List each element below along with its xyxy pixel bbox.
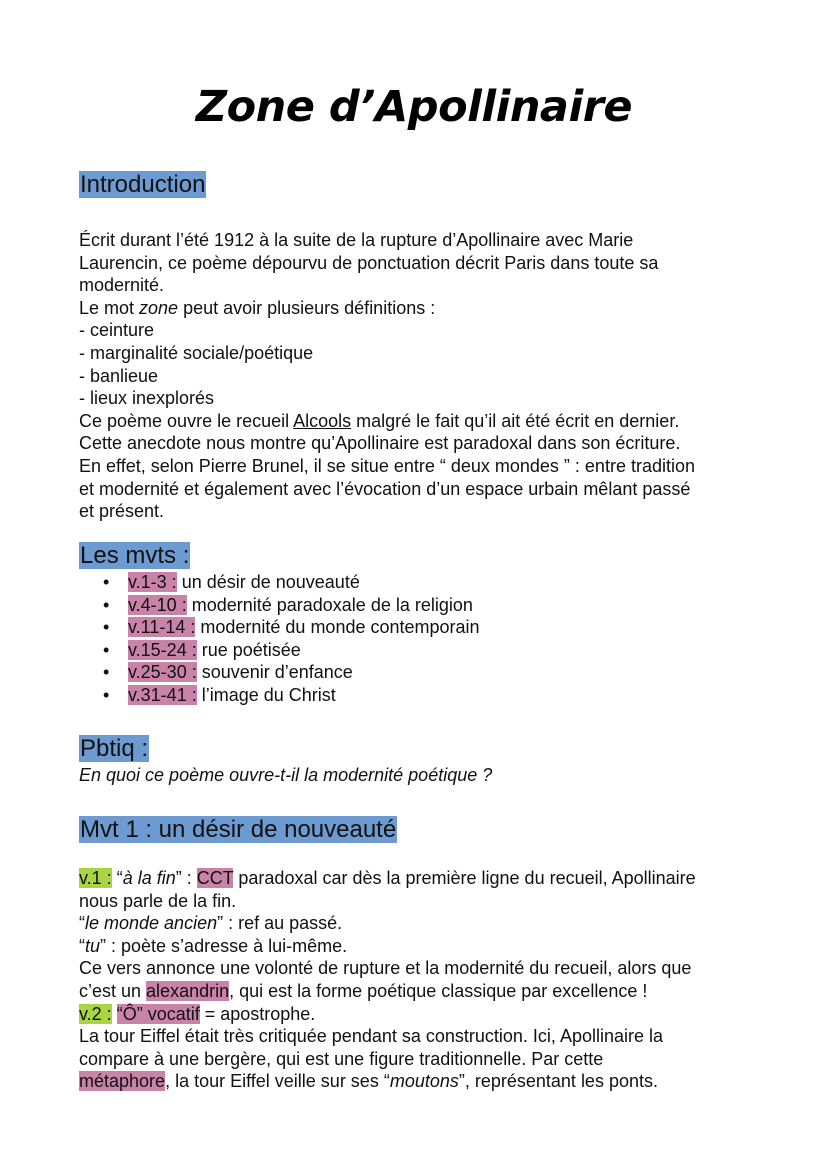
mvt-description: modernité paradoxale de la religion: [186, 594, 473, 615]
mvt1-body: [79, 867, 799, 1093]
mvt-description: rue poétisée: [196, 639, 301, 660]
bullet: •: [103, 617, 110, 638]
term-alexandrin: alexandrin: [146, 980, 230, 1001]
quote-a-la-fin: à la fin: [122, 868, 176, 888]
verse-label-v2: v.2 :: [79, 1003, 112, 1024]
mvt1-heading: [79, 815, 397, 845]
v1-line2: nous parle de la fin.: [79, 890, 237, 911]
list-item: [79, 571, 480, 594]
tu-line: [79, 935, 799, 958]
bullet: •: [103, 639, 110, 660]
rupture-suffix: , qui est la forme poétique classique par excellence !: [229, 980, 648, 1001]
pbtiq-heading-text: Pbtiq :: [80, 735, 149, 762]
metaphore-rest-pre: , la tour Eiffel veille sur ses “: [165, 1071, 390, 1092]
list-item: [79, 639, 480, 662]
page-title: Zone d’Apollinaire: [195, 82, 633, 132]
quote-close: ” :: [175, 868, 197, 888]
bullet: •: [103, 594, 110, 615]
rupture-line: Ce vers annonce une volonté de rupture et la modernité du recueil, alors que: [79, 958, 692, 979]
zone-word: zone: [139, 297, 179, 318]
v1-rest: paradoxal car dès la première ligne du recueil, Apollinaire: [233, 868, 696, 888]
rupture-prefix: c’est un: [79, 980, 147, 1001]
alcools-suffix: malgré le fait qu’il ait été écrit en dernier.: [351, 410, 680, 431]
v2-rest: = apostrophe.: [199, 1003, 316, 1024]
monde-ancien-line: [79, 912, 799, 935]
v2-line: [79, 1003, 799, 1026]
intro-line: Laurencin, ce poème dépourvu de ponctuation décrit Paris dans toute sa: [79, 252, 659, 273]
definition-item: - marginalité sociale/poétique: [79, 342, 314, 363]
mvt-description: modernité du monde contemporain: [195, 617, 480, 638]
alexandrin-line: [79, 980, 799, 1003]
introduction-heading-text: Introduction: [80, 171, 206, 198]
list-item: [79, 616, 480, 639]
zone-suffix: peut avoir plusieurs définitions :: [178, 297, 436, 318]
definition-item: - lieux inexplorés: [79, 388, 215, 409]
metaphore-line: [79, 1070, 799, 1093]
mvts-heading: [79, 541, 190, 571]
verse-ref: v.1-3 :: [128, 572, 177, 592]
mvt-description: souvenir d’enfance: [196, 662, 353, 683]
metaphore-rest-post: ”, représentant les ponts.: [458, 1071, 658, 1092]
quote-open: “: [79, 913, 85, 934]
quote-tu: tu: [85, 935, 101, 956]
zone-prefix: Le mot: [79, 297, 140, 318]
mvt-description: l’image du Christ: [196, 684, 336, 705]
quote-open: “: [111, 868, 123, 888]
bullet: •: [103, 662, 110, 683]
intro-closing-line: et modernité et également avec l’évocation d’un espace urbain mêlant passé: [79, 478, 691, 499]
introduction-heading: [79, 170, 206, 200]
mvt-description: un désir de nouveauté: [176, 572, 360, 592]
intro-closing-line: En effet, selon Pierre Brunel, il se situe entre “ deux mondes ” : entre tradition: [79, 455, 695, 476]
verse-ref: v.11-14 :: [128, 617, 196, 638]
verse-ref: v.31-41 :: [128, 684, 197, 705]
zone-definition-line: [79, 297, 779, 320]
verse-ref: v.4-10 :: [128, 594, 187, 615]
intro-closing-line: Cette anecdote nous montre qu’Apollinaire est paradoxal dans son écriture.: [79, 433, 681, 454]
tu-rest: ” : poète s’adresse à lui-même.: [100, 935, 348, 956]
list-item: [79, 661, 480, 684]
alcools-prefix: Ce poème ouvre le recueil: [79, 410, 294, 431]
intro-closing-line: et présent.: [79, 501, 165, 522]
quote-moutons: moutons: [389, 1071, 459, 1092]
verse-ref: v.15-24 :: [128, 639, 197, 660]
definition-item: - ceinture: [79, 320, 155, 341]
bullet: •: [103, 684, 110, 705]
intro-line: modernité.: [79, 275, 165, 296]
v1-line: [79, 867, 799, 890]
term-cct: CCT: [196, 868, 234, 888]
quote-open: “: [79, 935, 85, 956]
mvt1-heading-text: Mvt 1 : un désir de nouveauté: [80, 816, 397, 843]
alcools-title: Alcools: [293, 410, 352, 431]
term-vocatif: “Ô” vocatif: [116, 1003, 200, 1024]
bullet: •: [103, 572, 110, 592]
list-item: [79, 594, 480, 617]
mvts-heading-text: Les mvts :: [80, 542, 190, 569]
verse-ref: v.25-30 :: [128, 662, 197, 683]
intro-line: Écrit durant l’été 1912 à la suite de la rupture d’Apollinaire avec Marie: [79, 230, 634, 250]
mvts-list: [79, 571, 480, 707]
alcools-line: [79, 410, 779, 433]
list-item: [79, 684, 480, 707]
problematique-question: En quoi ce poème ouvre-t-il la modernité poétique ?: [79, 765, 493, 785]
verse-label-v1: v.1 :: [79, 868, 112, 888]
quote-le-monde-ancien: le monde ancien: [85, 913, 218, 934]
eiffel-line: compare à une bergère, qui est une figure traditionnelle. Par cette: [79, 1048, 604, 1069]
term-metaphore: métaphore: [79, 1071, 166, 1092]
eiffel-line: La tour Eiffel était très critiquée pendant sa construction. Ici, Apollinaire la: [79, 1026, 663, 1047]
definition-item: - banlieue: [79, 365, 159, 386]
pbtiq-heading: [79, 734, 149, 764]
v2-space: [112, 1004, 117, 1024]
monde-rest: ” : ref au passé.: [217, 913, 343, 934]
introduction-body: [79, 229, 779, 523]
